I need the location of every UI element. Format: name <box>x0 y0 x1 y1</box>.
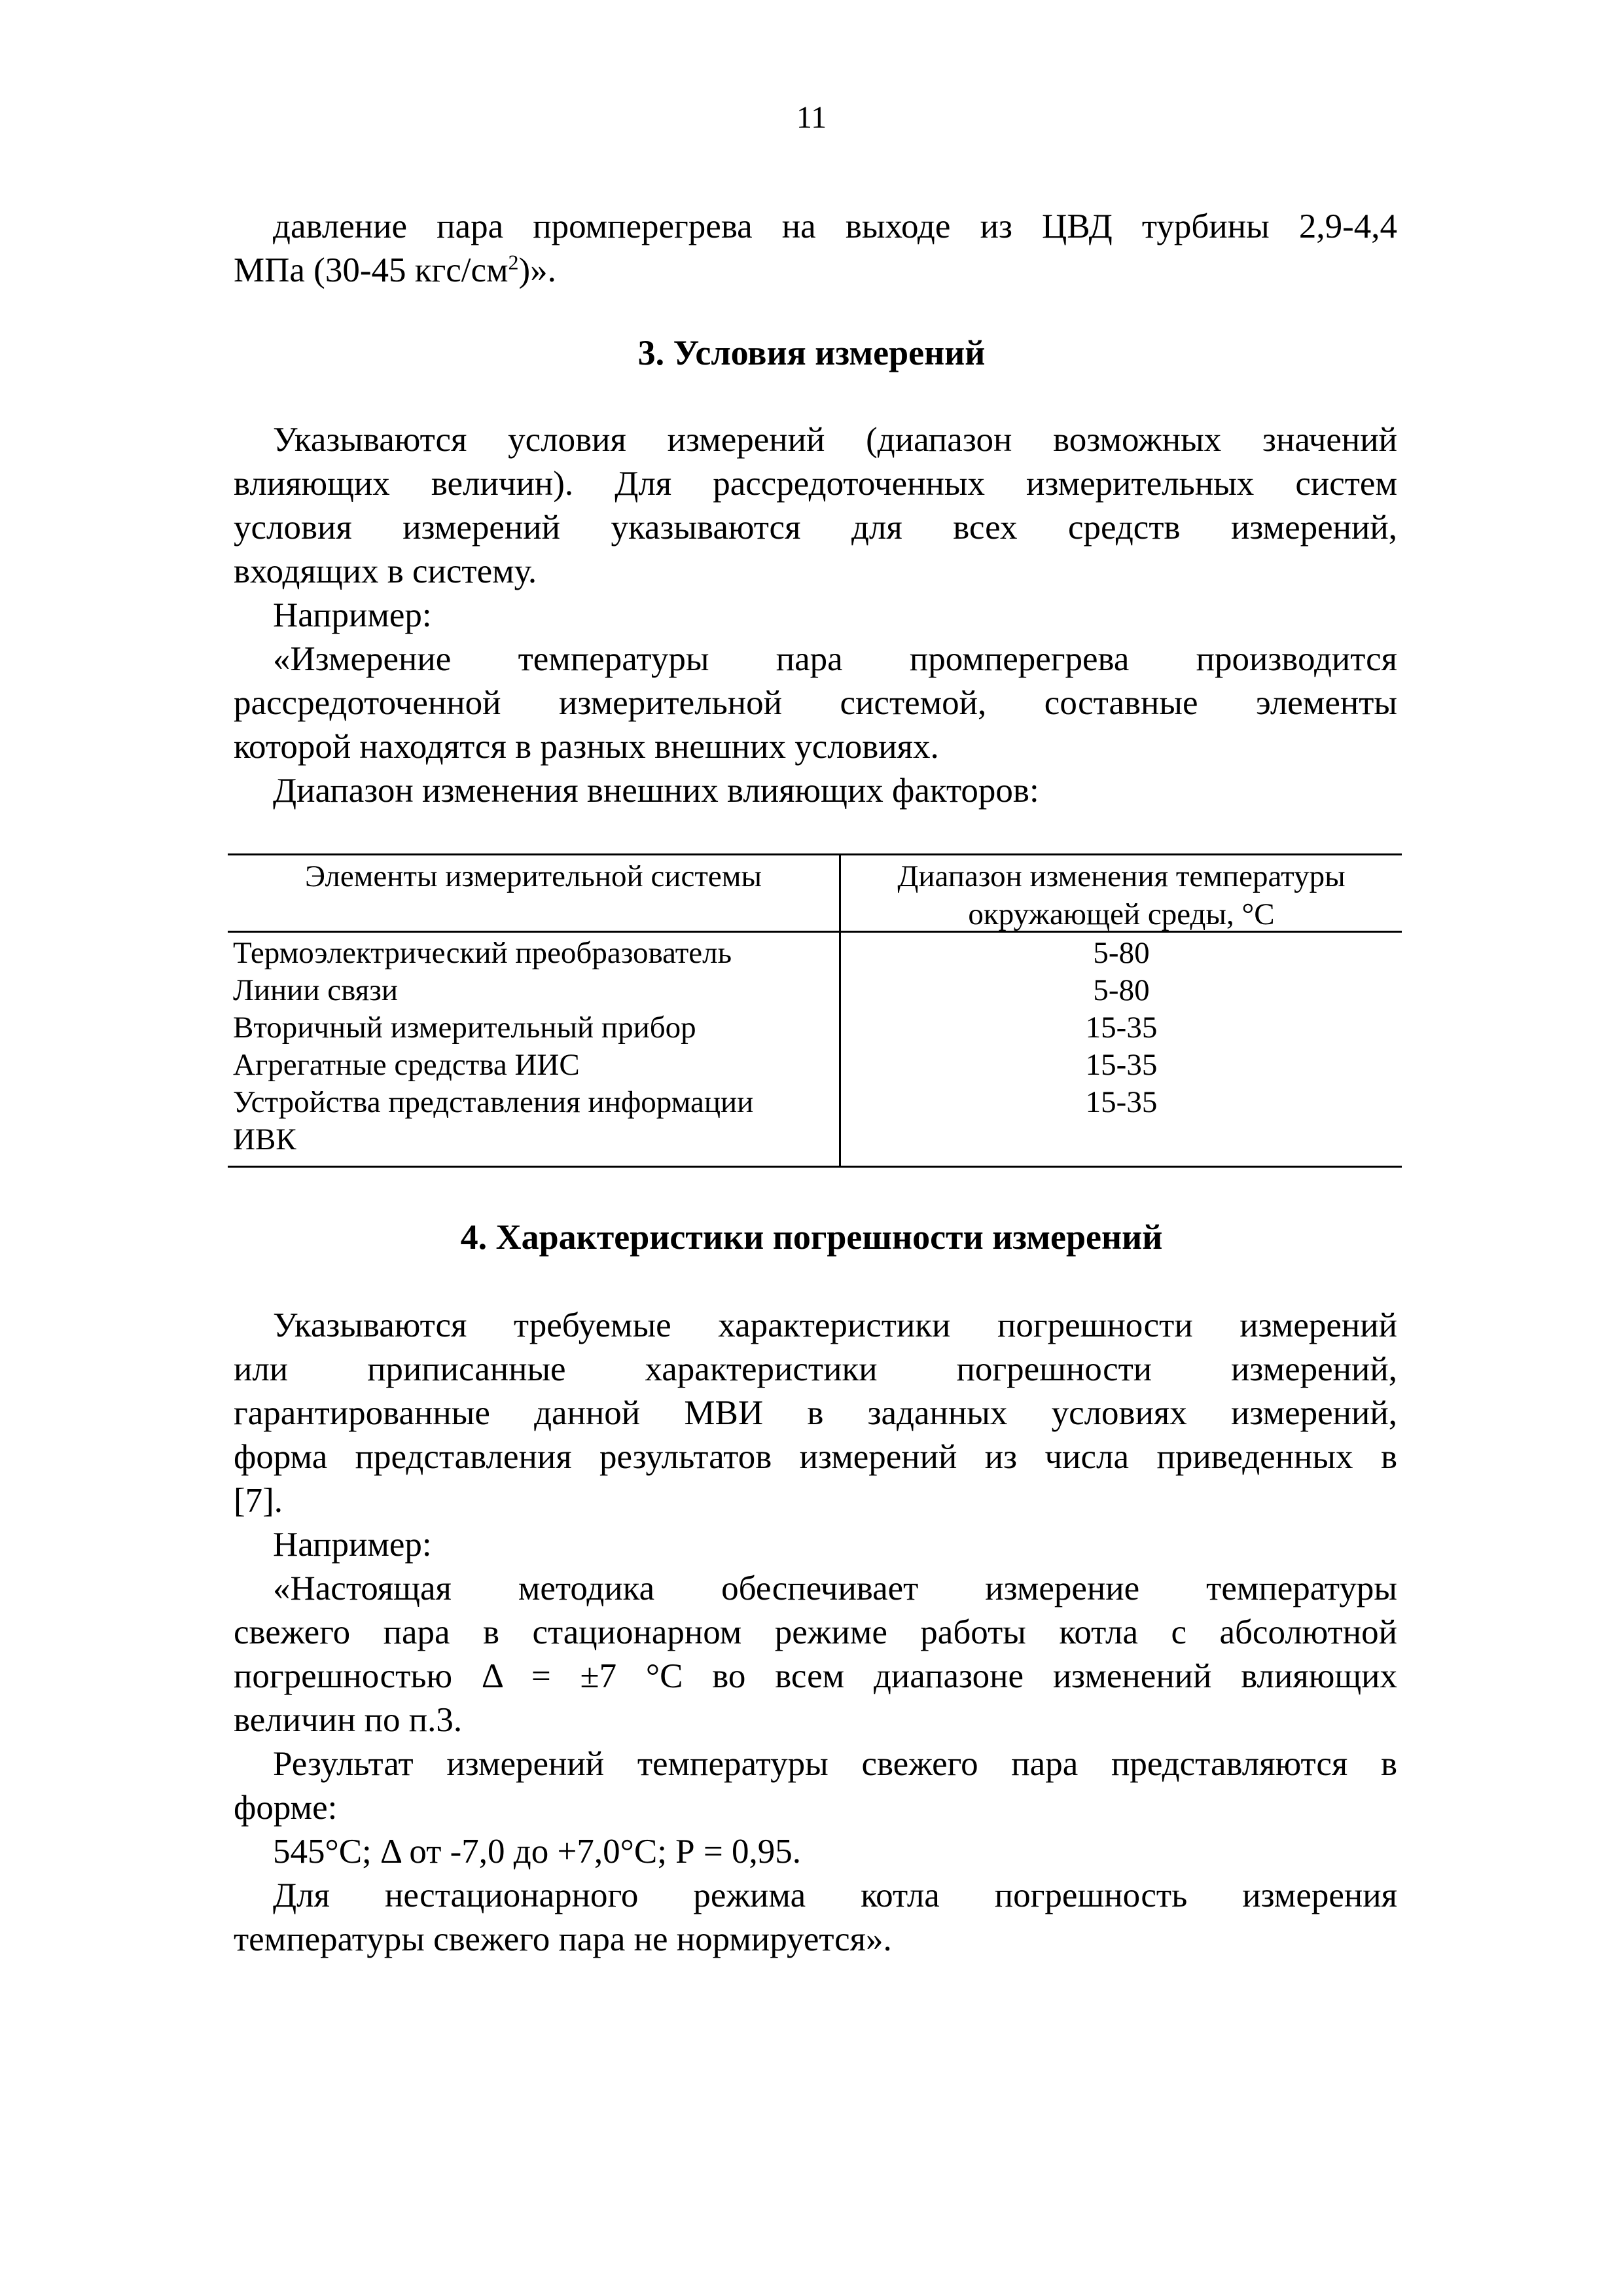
table-row-range: 15-35 <box>1085 1085 1158 1119</box>
section-4-heading: 4. Характеристики погрешности измерений <box>460 1217 1163 1257</box>
intro-paragraph <box>234 205 1397 293</box>
example-label: Например: <box>273 1526 432 1564</box>
text-line: величин по п.3. <box>234 1701 463 1739</box>
text-line: температуры свежего пара не нормируется». <box>234 1920 892 1958</box>
table-row-range: 5-80 <box>1093 936 1150 970</box>
text-line: рассредоточенной измерительной системой, составные элементы <box>234 684 1397 722</box>
example-label: Например: <box>273 596 432 634</box>
section-3-paragraph <box>234 418 1397 813</box>
text-line: Указываются требуемые характеристики погрешности измерений <box>273 1306 1397 1344</box>
text-line: давление пара промперегрева на выходе из ЦВД турбины 2,9-4,4 <box>273 207 1397 245</box>
text-line: Указываются условия измерений (диапазон возможных значений <box>273 421 1397 459</box>
table-row-element: Вторичный измерительный прибор <box>233 1011 696 1045</box>
text-line: влияющих величин). Для рассредоточенных измерительных систем <box>234 465 1397 503</box>
table-header-elements: Элементы измерительной системы <box>304 859 762 893</box>
text-line: «Настоящая методика обеспечивает измерение температуры <box>273 1570 1397 1607</box>
text-line: МПа (30-45 кгс/$см^2$)». <box>234 250 556 289</box>
table-row-range: 5-80 <box>1093 973 1150 1007</box>
text-line: которой находятся в разных внешних условиях. <box>234 728 939 766</box>
table-row-element: Устройства представления информации ИВК <box>233 1085 754 1157</box>
table-row-range: 15-35 <box>1085 1048 1158 1082</box>
text-line: форме: <box>234 1789 338 1827</box>
text-line: входящих в систему. <box>234 552 537 590</box>
text-line: погрешностью Δ = ±7 °С во всем диапазоне изменений влияющих <box>234 1657 1397 1695</box>
text-line: или приписанные характеристики погрешности измерений, <box>234 1350 1397 1388</box>
text-line: «Измерение температуры пара промперегрева производится <box>273 640 1397 678</box>
table-bottom-rule <box>228 1166 1402 1168</box>
text-line: условия измерений указываются для всех средств измерений, <box>234 509 1397 547</box>
text-line: Результат измерений температуры свежего пара представляются в <box>273 1745 1397 1783</box>
section-3-heading: 3. Условия измерений <box>637 333 986 372</box>
table-header-range: Диапазон изменения температуры окружающей среды, °С <box>897 859 1346 931</box>
environment-table <box>228 853 1402 1168</box>
text-line: Для нестационарного режима котла погрешность измерения <box>273 1876 1397 1914</box>
page-number: 11 <box>796 100 827 135</box>
table-row-element: Агрегатные средства ИИС <box>233 1048 580 1082</box>
result-formula: 545°С; Δ от -7,0 до +7,0°С; Р = 0,95. <box>273 1833 802 1871</box>
table-row-element: Линии связи <box>233 973 399 1007</box>
text-line: [7]. <box>234 1482 283 1520</box>
text-line: гарантированные данной МВИ в заданных условиях измерений, <box>234 1394 1397 1432</box>
table-row-range: 15-35 <box>1085 1011 1158 1045</box>
table-row-element: Термоэлектрический преобразователь <box>233 936 732 970</box>
section-4-paragraph <box>234 1304 1397 1962</box>
text-line: свежего пара в стационарном режиме работы котла с абсолютной <box>234 1613 1397 1651</box>
table-top-rule <box>228 853 1402 855</box>
text-line: форма представления результатов измерений из числа приведенных в <box>234 1438 1397 1476</box>
text-line: Диапазон изменения внешних влияющих факторов: <box>273 772 1039 810</box>
